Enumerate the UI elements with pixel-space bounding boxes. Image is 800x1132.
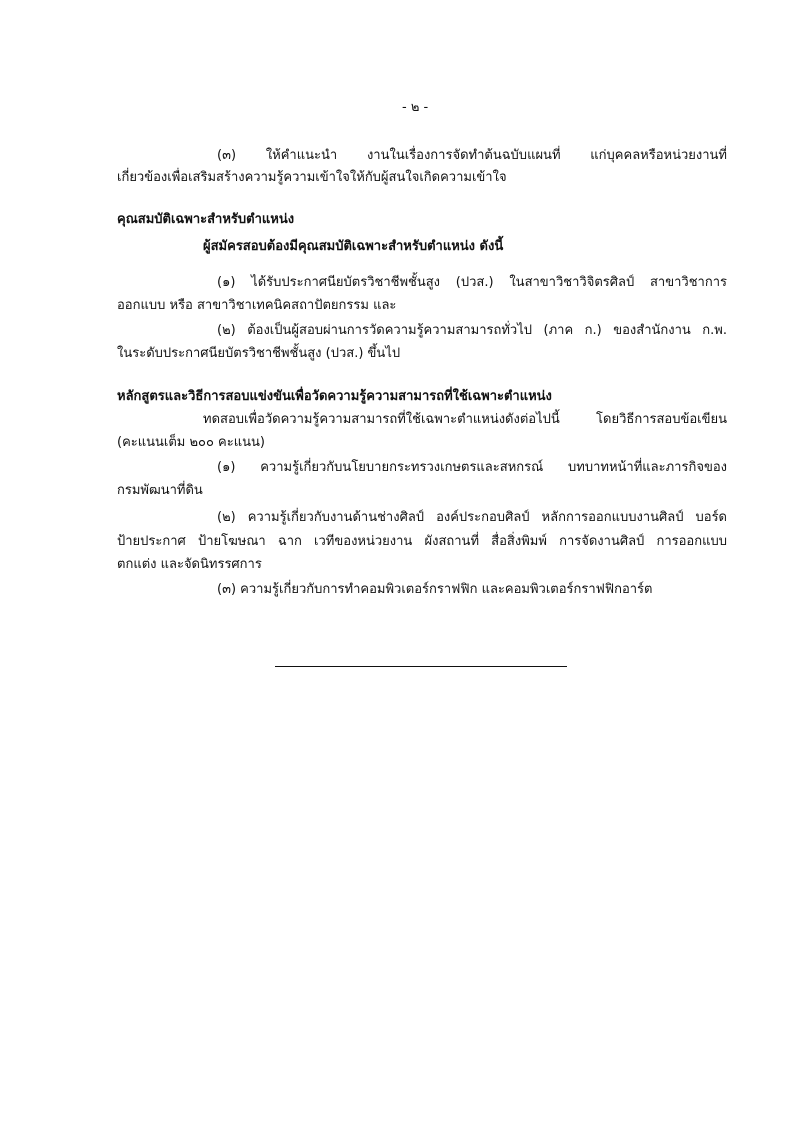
curriculum-item-1-line-2: กรมพัฒนาที่ดิน	[117, 483, 203, 498]
curriculum-item-3-line-1: (๓) ความรู้เกี่ยวกับการทำคอมพิวเตอร์กราฟฟิก และคอมพิวเตอร์กราฟฟิกอาร์ต	[217, 582, 653, 597]
qualification-item-1-line-2: ออกแบบ หรือ สาขาวิชาเทคนิคสถาปัตยกรรม และ	[117, 298, 397, 313]
curriculum-intro-line-1: ทดสอบเพื่อวัดความรู้ความสามารถที่ใช้เฉพาะตำแหน่งดังต่อไปนี้ โดยวิธีการสอบข้อเขียน	[203, 412, 727, 427]
curriculum-heading: หลักสูตรและวิธีการสอบแข่งขันเพื่อวัดความรู้ความสามารถที่ใช้เฉพาะตำแหน่ง	[117, 389, 552, 404]
qualifications-heading: คุณสมบัติเฉพาะสำหรับตำแหน่ง	[117, 212, 295, 227]
qualification-item-2-line-1: (๒) ต้องเป็นผู้สอบผ่านการวัดความรู้ความสามารถทั่วไป (ภาค ก.) ของสำนักงาน ก.พ.	[217, 323, 727, 338]
intro-line-1: (๓) ให้คำแนะนำ งานในเรื่องการจัดทำต้นฉบับแผนที่ แก่บุคคลหรือหน่วยงานที่	[217, 148, 727, 163]
closing-rule	[275, 666, 567, 667]
curriculum-item-2-line-3: ตกแต่ง และจัดนิทรรศการ	[117, 557, 262, 572]
qualification-item-2-line-2: ในระดับประกาศนียบัตรวิชาชีพชั้นสูง (ปวส.) ขึ้นไป	[117, 346, 401, 361]
qualifications-subheading: ผู้สมัครสอบต้องมีคุณสมบัติเฉพาะสำหรับตำแหน่ง ดังนี้	[203, 239, 504, 254]
curriculum-item-2-line-1: (๒) ความรู้เกี่ยวกับงานด้านช่างศิลป์ องค์ประกอบศิลป์ หลักการออกแบบงานศิลป์ บอร์ด	[217, 510, 727, 525]
intro-line-2: เกี่ยวข้องเพื่อเสริมสร้างความรู้ความเข้าใจให้กับผู้สนใจเกิดความเข้าใจ	[117, 170, 507, 185]
page-number: - ๒ -	[402, 100, 429, 115]
curriculum-item-2-line-2: ป้ายประกาศ ป้ายโฆษณา ฉาก เวทีของหน่วยงาน ผังสถานที่ สื่อสิ่งพิมพ์ การจัดงานศิลป์ การออกแบบ	[117, 534, 727, 549]
curriculum-intro-line-2: (คะแนนเต็ม ๒๐๐ คะแนน)	[117, 435, 265, 450]
qualification-item-1-line-1: (๑) ได้รับประกาศนียบัตรวิชาชีพชั้นสูง (ปวส.) ในสาขาวิชาวิจิตรศิลป์ สาขาวิชาการ	[217, 275, 727, 290]
curriculum-item-1-line-1: (๑) ความรู้เกี่ยวกับนโยบายกระทรวงเกษตรและสหกรณ์ บทบาทหน้าที่และภารกิจของ	[217, 460, 727, 475]
